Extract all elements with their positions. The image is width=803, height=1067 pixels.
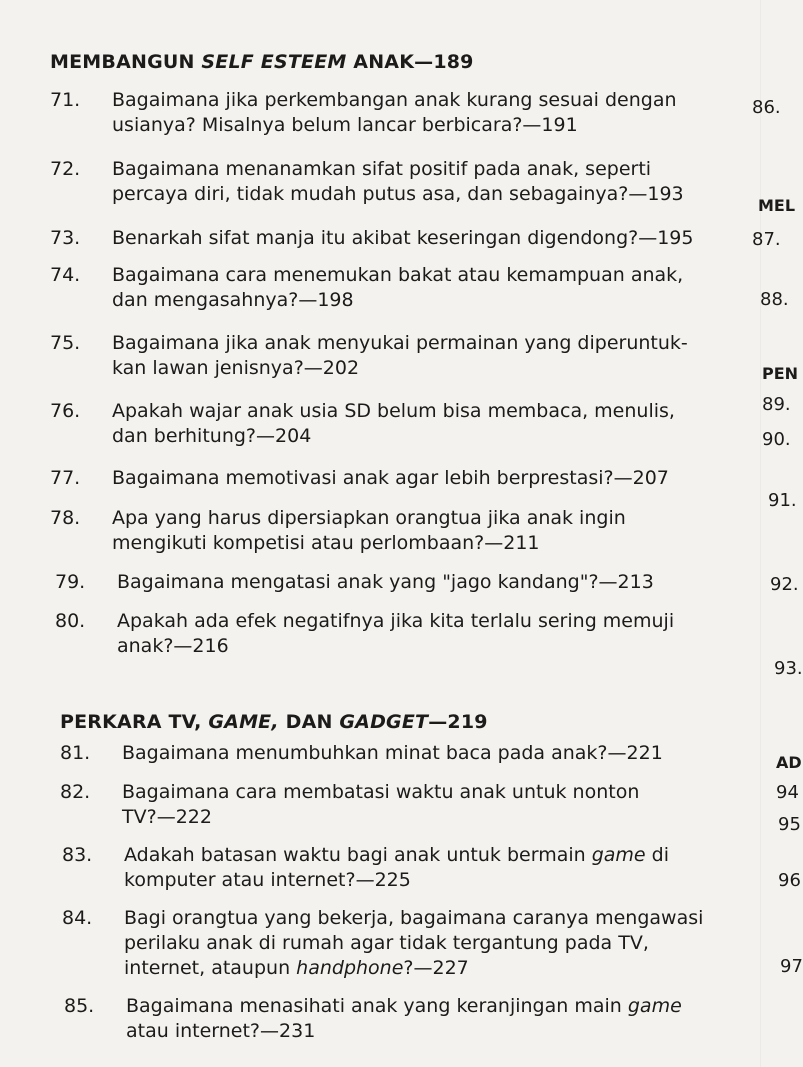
item-number: 75. (50, 332, 81, 354)
item-number: 72. (50, 158, 81, 180)
right-item-number: 95 (778, 814, 801, 835)
item-number: 73. (50, 227, 81, 249)
item-text-line: kan lawan jenisnya?—202 (112, 357, 360, 379)
right-item-number: 90. (762, 429, 791, 450)
right-item-number: 94 (776, 782, 799, 803)
right-section-heading: MEL (758, 196, 796, 215)
item-text-line: dan mengasahnya?—198 (112, 289, 354, 311)
item-text-line: Bagaimana cara menemukan bakat atau kemampuan anak, (112, 264, 684, 286)
heading-page-ref: ANAK—189 (346, 51, 474, 73)
heading-italic-text: SELF ESTEEM (201, 51, 347, 73)
item-text-line: Apakah wajar anak usia SD belum bisa membaca, menulis, (112, 400, 675, 422)
item-number: 81. (60, 742, 91, 764)
heading-text: PERKARA TV, (60, 711, 209, 733)
heading-italic-text: GAME, (208, 711, 279, 733)
page-fold-shadow (760, 0, 761, 1067)
item-text-line: usianya? Misalnya belum lancar berbicara?—191 (112, 114, 578, 136)
item-text-line: komputer atau internet?—225 (124, 869, 411, 891)
right-item-number: 86. (752, 97, 781, 118)
item-text-line: internet, ataupun handphone?—227 (124, 957, 469, 979)
heading-italic-text: GADGET (339, 711, 429, 733)
item-number: 76. (50, 400, 81, 422)
item-number: 78. (50, 507, 81, 529)
item-text-line: Bagaimana jika anak menyukai permainan yang diperuntuk- (112, 332, 688, 354)
heading-page-ref: —219 (428, 711, 488, 733)
right-section-heading: AD (776, 753, 802, 772)
item-text-line: Bagaimana jika perkembangan anak kurang sesuai dengan (112, 89, 677, 111)
right-section-heading: PEN (762, 364, 799, 383)
item-number: 77. (50, 467, 81, 489)
item-number: 74. (50, 264, 81, 286)
item-text-line: Bagaimana mengatasi anak yang "jago kandang"?—213 (117, 571, 654, 593)
item-text-line: Apa yang harus dipersiapkan orangtua jika anak ingin (112, 507, 626, 529)
heading-text: MEMBANGUN (50, 51, 202, 73)
item-text-line: percaya diri, tidak mudah putus asa, dan sebagainya?—193 (112, 183, 684, 205)
item-text-line: dan berhitung?—204 (112, 425, 312, 447)
item-number: 84. (62, 907, 93, 929)
item-text-line: Adakah batasan waktu bagi anak untuk bermain game di (124, 844, 670, 866)
section-heading-tv-game-gadget (60, 711, 488, 733)
item-text-line: perilaku anak di rumah agar tidak tergantung pada TV, (124, 932, 649, 954)
item-text-line: Bagaimana menumbuhkan minat baca pada anak?—221 (122, 742, 663, 764)
item-number: 79. (55, 571, 86, 593)
right-item-number: 93. (774, 658, 803, 679)
item-text-line: Bagaimana memotivasi anak agar lebih berprestasi?—207 (112, 467, 669, 489)
item-number: 80. (55, 610, 86, 632)
heading-text: DAN (278, 711, 340, 733)
item-number: 82. (60, 781, 91, 803)
right-item-number: 91. (768, 490, 797, 511)
item-text-line: Bagi orangtua yang bekerja, bagaimana caranya mengawasi (124, 907, 704, 929)
item-number: 71. (50, 89, 81, 111)
item-text-line: atau internet?—231 (126, 1020, 316, 1042)
right-item-number: 87. (752, 229, 781, 250)
item-text-line: Apakah ada efek negatifnya jika kita terlalu sering memuji (117, 610, 675, 632)
item-text-line: anak?—216 (117, 635, 229, 657)
item-text-line: mengikuti kompetisi atau perlombaan?—211 (112, 532, 540, 554)
right-item-number: 96 (778, 870, 801, 891)
item-number: 85. (64, 995, 95, 1017)
right-item-number: 89. (762, 394, 791, 415)
item-text-line: Bagaimana cara membatasi waktu anak untuk nonton (122, 781, 640, 803)
item-text-line: Bagaimana menanamkan sifat positif pada anak, seperti (112, 158, 652, 180)
item-number: 83. (62, 844, 93, 866)
section-heading-self-esteem (50, 51, 474, 73)
right-item-number: 88. (760, 289, 789, 310)
right-item-number: 92. (770, 574, 799, 595)
item-text-line: Bagaimana menasihati anak yang keranjingan main game (126, 995, 682, 1017)
item-text-line: TV?—222 (122, 806, 212, 828)
item-text-line: Benarkah sifat manja itu akibat keseringan digendong?—195 (112, 227, 694, 249)
right-item-number: 97 (780, 956, 803, 977)
